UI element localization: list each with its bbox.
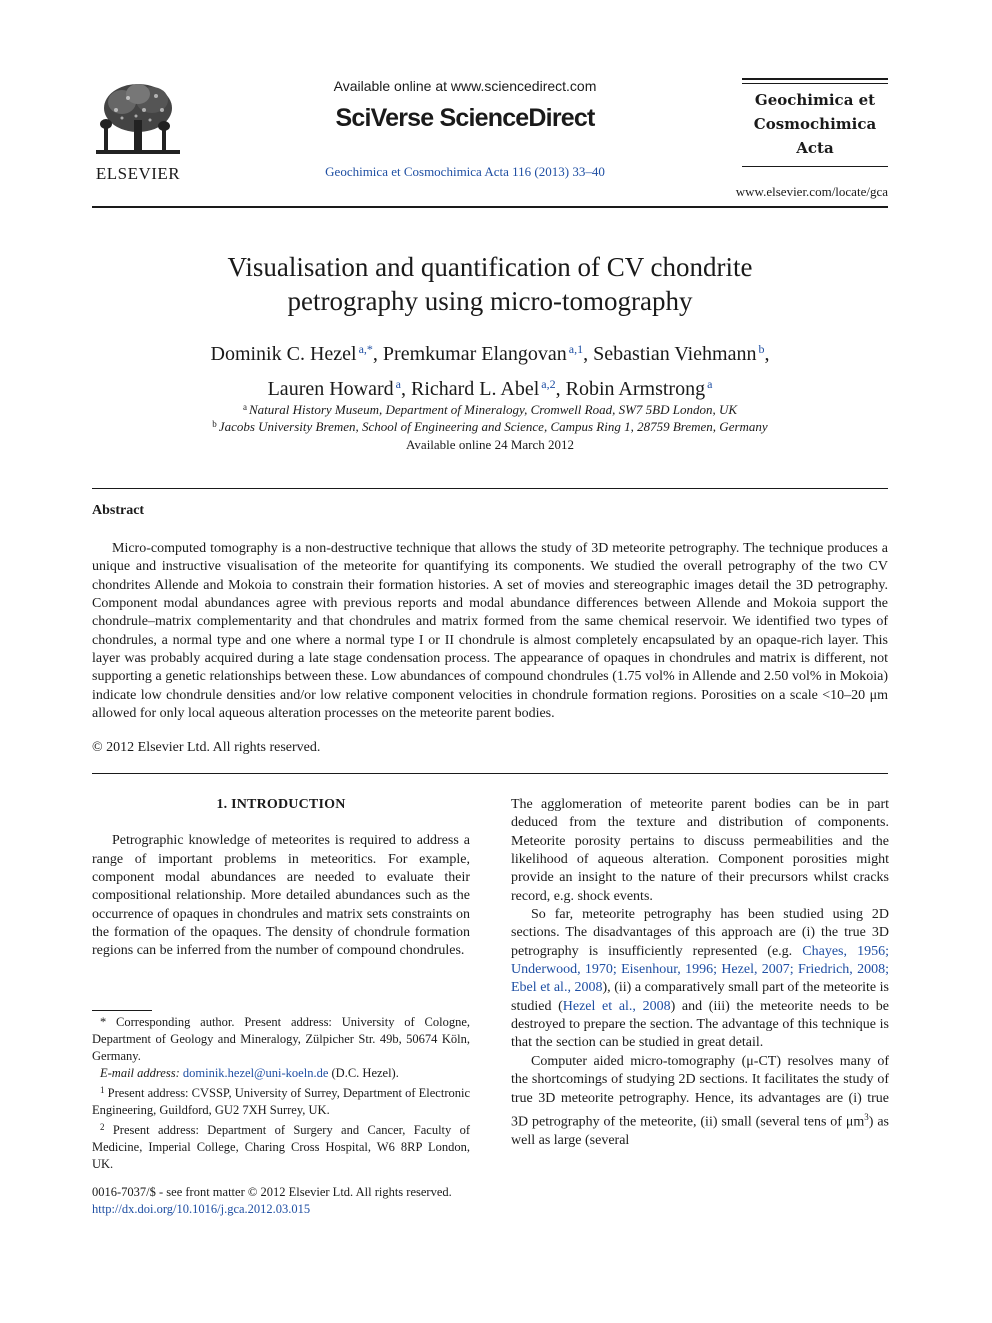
footnote-corresponding: * Corresponding author. Present address: University of Cologne, Department of Geology and Mineralogy, Zülpicher Str. 49b, 50674 Köln, Germany. (92, 1015, 470, 1063)
journal-title-line: Geochimica et (754, 91, 876, 109)
journal-masthead (742, 78, 888, 167)
abstract-rule-bottom (92, 773, 888, 774)
footnote-1: $^1$ Present address: CVSSP, University of Surrey, Department of Electronic Engineering, Guildford, GU2 7XH Surrey, UK. (92, 1085, 470, 1117)
journal-citation-link[interactable]: Geochimica et Cosmochimica Acta 116 (2013) 33–40 (325, 164, 605, 179)
body-paragraph: Petrographic knowledge of meteorites is required to address a range of important problems in meteoritics. For example, component modal abundances are needed to evaluate their compositional relationship. More detailed abundances such as the occurrence of opaques in chondrules and matrix sets constraints on the formation of the opaques. The density of chondrule formation regions can be inferred from the number of compound chondrules. (92, 833, 470, 959)
section-heading: 1. INTRODUCTION (216, 797, 346, 812)
title-line: Visualisation and quantification of CV chondrite (227, 252, 753, 282)
right-column (511, 796, 889, 1150)
author-name: Robin Armstrong (565, 378, 706, 400)
body-paragraph: Computer aided micro-tomography (μ-CT) resolves many of the shortcomings of studying 2D sections. It facilitates the study of true 3D meteorite petrography. Hence, its advantages are (i) true 3D petrography of the meteorite, (ii) small (several tens of $\mu m^3$) as well as large (several (511, 1053, 889, 1148)
issn-line: 0016-7037/$ - see front matter © 2012 Elsevier Ltd. All rights reserved. (92, 1185, 452, 1199)
front-matter (92, 1184, 452, 1218)
header-divider (92, 206, 888, 208)
body-paragraph: So far, meteorite petrography has been studied using 2D sections. The disadvantages of this approach are (i) the true 3D petrography is insufficiently represented (e.g. Chayes, 1956; Underwood, 1970; Eisenhour, 1996; Hezel, 2007; Friedrich, 2008; Ebel et al., 2008), (ii) a comparatively small part of the meteorite is studied (Hezel et al., 2008) and (iii) the meteorite needs to be destroyed to prepare the section. The advantage of this technique is that the section can be studied in great detail. (511, 907, 889, 1051)
affiliation-b: $^b$ Jacobs University Bremen, School of Engineering and Science, Campus Ring 1, 28759 Bremen, Germany (212, 419, 768, 434)
body-paragraph: The agglomeration of meteorite parent bodies can be in part deduced from the texture and distribution of components. Meteorite porosity pertains to discuss permeabilities and the likelihood of aqueous alteration. Component porosities might provide an insight to the nature of their precursors whilst cracks record, e.g. shock events. (511, 797, 889, 904)
author-name: Sebastian Viehmann (593, 343, 757, 365)
doi-link[interactable]: http://dx.doi.org/10.1016/j.gca.2012.03.015 (92, 1202, 311, 1216)
journal-title-line: Acta (796, 139, 834, 157)
author-name: Premkumar Elangovan (382, 343, 567, 365)
author-affiliation-mark[interactable]: a,2 (541, 377, 556, 391)
footnote-2: $^2$ Present address: Department of Surgery and Cancer, Faculty of Medicine, Imperial College, Charing Cross Hospital, W6 8RP London, UK. (92, 1122, 471, 1171)
journal-title-block (742, 84, 888, 166)
masthead-rule-bottom (742, 166, 888, 167)
citation-link[interactable]: Chayes, 1956; Underwood, 1970; Eisenhour, 1996; Hezel, 2007; Friedrich, 2008; Ebel et al., 2008 (511, 943, 889, 996)
title-line: petrography using micro-tomography (287, 286, 693, 316)
author-affiliation-mark[interactable]: a,1 (568, 342, 584, 356)
article-title (92, 250, 888, 318)
abstract-heading: Abstract (92, 503, 145, 518)
abstract-rule-top (92, 488, 888, 489)
author-affiliation-mark[interactable]: a (395, 377, 401, 391)
elsevier-wordmark: ELSEVIER (95, 164, 181, 183)
sciverse-sciencedirect-logo: SciVerse ScienceDirect (335, 104, 595, 132)
abstract-body (92, 540, 888, 723)
abstract-text: Micro-computed tomography is a non-destructive technique that allows the study of 3D meteorite petrography. The technique produces a unique and instructive visualisation of the meteorite for quantifying its components. We studied the overall petrography of the two CV chondrites Allende and Mokoia to constrain their formation histories. A set of movies and stereographic images detail the 3D petrography. Component modal abundances agree with previous reports and modal abundance differences between Allende and Mokoia support the chondrule–matrix complementarity and that chondrules and matrix formed from the same chemical reservoir. We identified two types of chondrules, a normal type and one where a normal type I or II chondrule is almost completely encapsulated by an opaque-rich layer. This layer was probably acquired during a late stage condensation process. The appearance of opaques in chondrules and matrix is different, not supporting a genetic relationships between these. Low abundances of compound chondrules (1.75 vol% in Allende and 2.50 vol% in Mokoia) indicate low chondrule densities and/or low relative component velocities in chondrule formation regions. Porosities on a scale <10–20 μm allowed for only local aqueous alteration processes on the meteorite parent bodies. (92, 541, 888, 722)
available-online-line: Available online at www.sciencedirect.com (333, 78, 597, 94)
author-affiliation-mark[interactable]: a (707, 377, 713, 391)
author-affiliation-mark[interactable]: b (758, 342, 765, 356)
author-name: Dominik C. Hezel (210, 343, 357, 365)
footnote-email: E-mail address: dominik.hezel@uni-koeln.de (D.C. Hezel). (100, 1066, 399, 1080)
journal-url[interactable]: www.elsevier.com/locate/gca (735, 184, 888, 199)
affiliation-mark: b (212, 419, 217, 429)
author-affiliation-mark[interactable]: a,* (358, 342, 373, 356)
journal-title-line: Cosmochimica (753, 115, 877, 133)
elsevier-logo (92, 80, 184, 183)
email-link[interactable]: dominik.hezel@uni-koeln.de (182, 1066, 329, 1080)
left-column (92, 796, 470, 961)
author-name: Lauren Howard (267, 378, 394, 400)
masthead-rule-top (742, 78, 888, 80)
citation-link[interactable]: Hezel et al., 2008 (562, 998, 671, 1014)
author-list: Dominik C. Hezel $^{a,*}$, Premkumar Elangovan $^{a,1}$, Sebastian Viehmann $^b$, Lauren Howard $^a$, Richard L. Abel $^{a,2}$, Robin Armstrong $^a$ (210, 342, 770, 400)
affiliation-a: $^a$ Natural History Museum, Department of Mineralogy, Cromwell Road, SW7 5BD London, UK (242, 402, 738, 417)
affiliation-mark: a (242, 402, 247, 412)
available-online-date: Available online 24 March 2012 (406, 437, 574, 452)
elsevier-tree-icon (92, 80, 184, 158)
footnote-rule (92, 1010, 152, 1011)
author-name: Richard L. Abel (410, 378, 540, 400)
footnotes (92, 1014, 470, 1173)
abstract-copyright: © 2012 Elsevier Ltd. All rights reserved. (92, 740, 321, 755)
